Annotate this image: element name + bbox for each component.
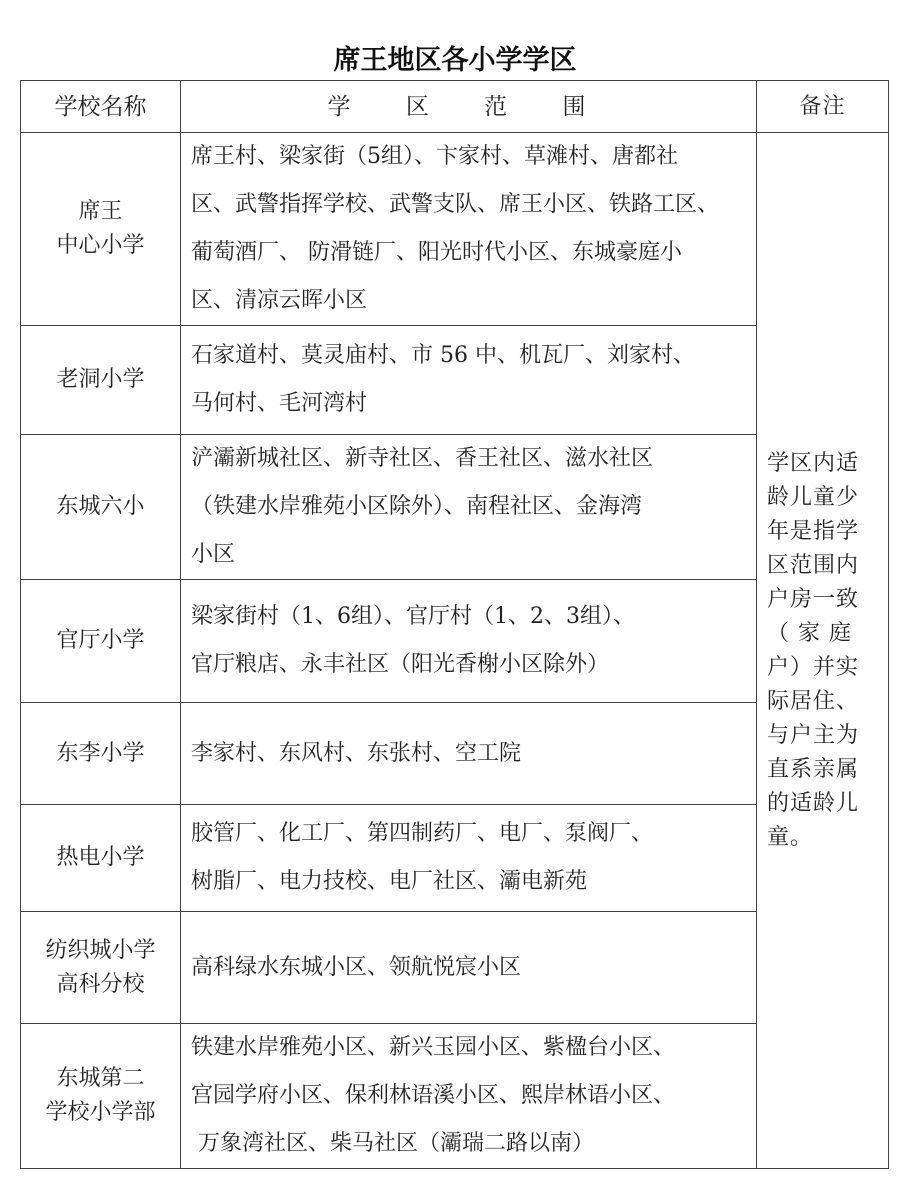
school-name-cell: [21, 1024, 181, 1169]
note-line: 区范围内: [767, 552, 860, 578]
district-range-line: 席王村、梁家街（5组）、卞家村、草滩村、唐都社: [191, 144, 678, 169]
header-district-range: [181, 81, 757, 133]
district-range-cell: [181, 703, 757, 805]
school-name-line: 老洞小学: [56, 367, 145, 392]
header-school-name: 学校名称: [21, 81, 181, 133]
school-name-cell: [21, 703, 181, 805]
district-range-line: 铁建水岸雅苑小区、新兴玉园小区、紫楹台小区、: [191, 1035, 676, 1060]
note-line: 户）并实: [767, 654, 860, 680]
document-title: 席王地区各小学学区: [333, 45, 577, 76]
school-name-line: 中心小学: [56, 233, 145, 258]
district-range-line: 树脂厂、电力技校、电厂社区、灞电新苑: [191, 869, 588, 894]
district-range-line: （铁建水岸雅苑小区除外）、南程社区、金海湾: [191, 494, 643, 519]
school-district-table: [20, 80, 889, 1169]
school-name-line: 纺织城小学: [45, 937, 156, 963]
note-line: 户房一致: [767, 586, 860, 612]
district-range-line: 马何村、毛河湾村: [191, 391, 368, 416]
header-note: 备注: [757, 81, 889, 133]
district-range-line: 胶管厂、化工厂、第四制药厂、电厂、泵阀厂、: [191, 821, 654, 846]
school-name-line: 东城第二: [56, 1066, 145, 1091]
school-name-cell: [21, 133, 181, 326]
district-range-line: 小区: [191, 542, 236, 567]
district-range-cell: [181, 1024, 757, 1169]
district-range-line: 李家村、东风村、东张村、空工院: [191, 740, 522, 766]
district-range-line: 区、武警指挥学校、武警支队、席王小区、铁路工区、: [191, 192, 720, 217]
table-header-row: [21, 81, 889, 133]
school-name-cell: [21, 326, 181, 435]
school-name-line: 官厅小学: [56, 628, 145, 653]
district-range-cell: [181, 912, 757, 1024]
school-name-line: 学校小学部: [45, 1100, 156, 1125]
note-cell: [757, 133, 889, 1169]
header-district-range-label: 学 区 范 围: [327, 93, 610, 120]
note-line: 年是指学: [767, 518, 860, 544]
district-range-line: 宫园学府小区、保利林语溪小区、熙岸林语小区、: [191, 1083, 676, 1108]
school-name-cell: [21, 580, 181, 703]
school-name-line: 热电小学: [56, 845, 145, 870]
table-row: [21, 133, 889, 326]
district-range-line: 高科绿水东城小区、领航悦宸小区: [191, 954, 522, 980]
note-line: 际居住、: [767, 688, 860, 714]
school-name-line: 东城六小: [56, 494, 145, 519]
district-range-line: 万象湾社区、柴马社区（灞瑞二路以南）: [191, 1131, 594, 1156]
district-range-line: 葡萄酒厂、 防滑链厂、阳光时代小区、东城豪庭小: [191, 240, 682, 265]
school-name-line: 席王: [78, 199, 123, 224]
district-range-cell: [181, 133, 757, 326]
district-range-line: 梁家街村（1、6组）、官厅村（1、2、3组）、: [191, 604, 635, 629]
note-line: 龄儿童少: [767, 484, 860, 510]
note-line: 学区内适: [767, 450, 860, 476]
note-line: 童。: [767, 824, 814, 850]
district-range-line: 石家道村、莫灵庙村、市 56 中、机瓦厂、刘家村、: [191, 343, 695, 368]
school-name-cell: [21, 435, 181, 580]
district-range-cell: [181, 580, 757, 703]
district-range-line: 区、清凉云晖小区: [191, 288, 368, 313]
note-line: 的适龄儿: [767, 790, 860, 816]
school-name-cell: [21, 805, 181, 912]
district-range-line: 浐灞新城社区、新寺社区、香王社区、滋水社区: [191, 446, 654, 471]
school-name-cell: [21, 912, 181, 1024]
school-name-line: 高科分校: [56, 971, 145, 997]
district-range-cell: [181, 435, 757, 580]
district-range-cell: [181, 326, 757, 435]
school-name-line: 东李小学: [56, 740, 145, 766]
note-line: 与户主为: [767, 722, 860, 748]
district-range-cell: [181, 805, 757, 912]
note-line: （ 家 庭: [767, 620, 852, 646]
district-range-line: 官厅粮店、永丰社区（阳光香榭小区除外）: [191, 652, 610, 677]
note-line: 直系亲属: [767, 756, 860, 782]
